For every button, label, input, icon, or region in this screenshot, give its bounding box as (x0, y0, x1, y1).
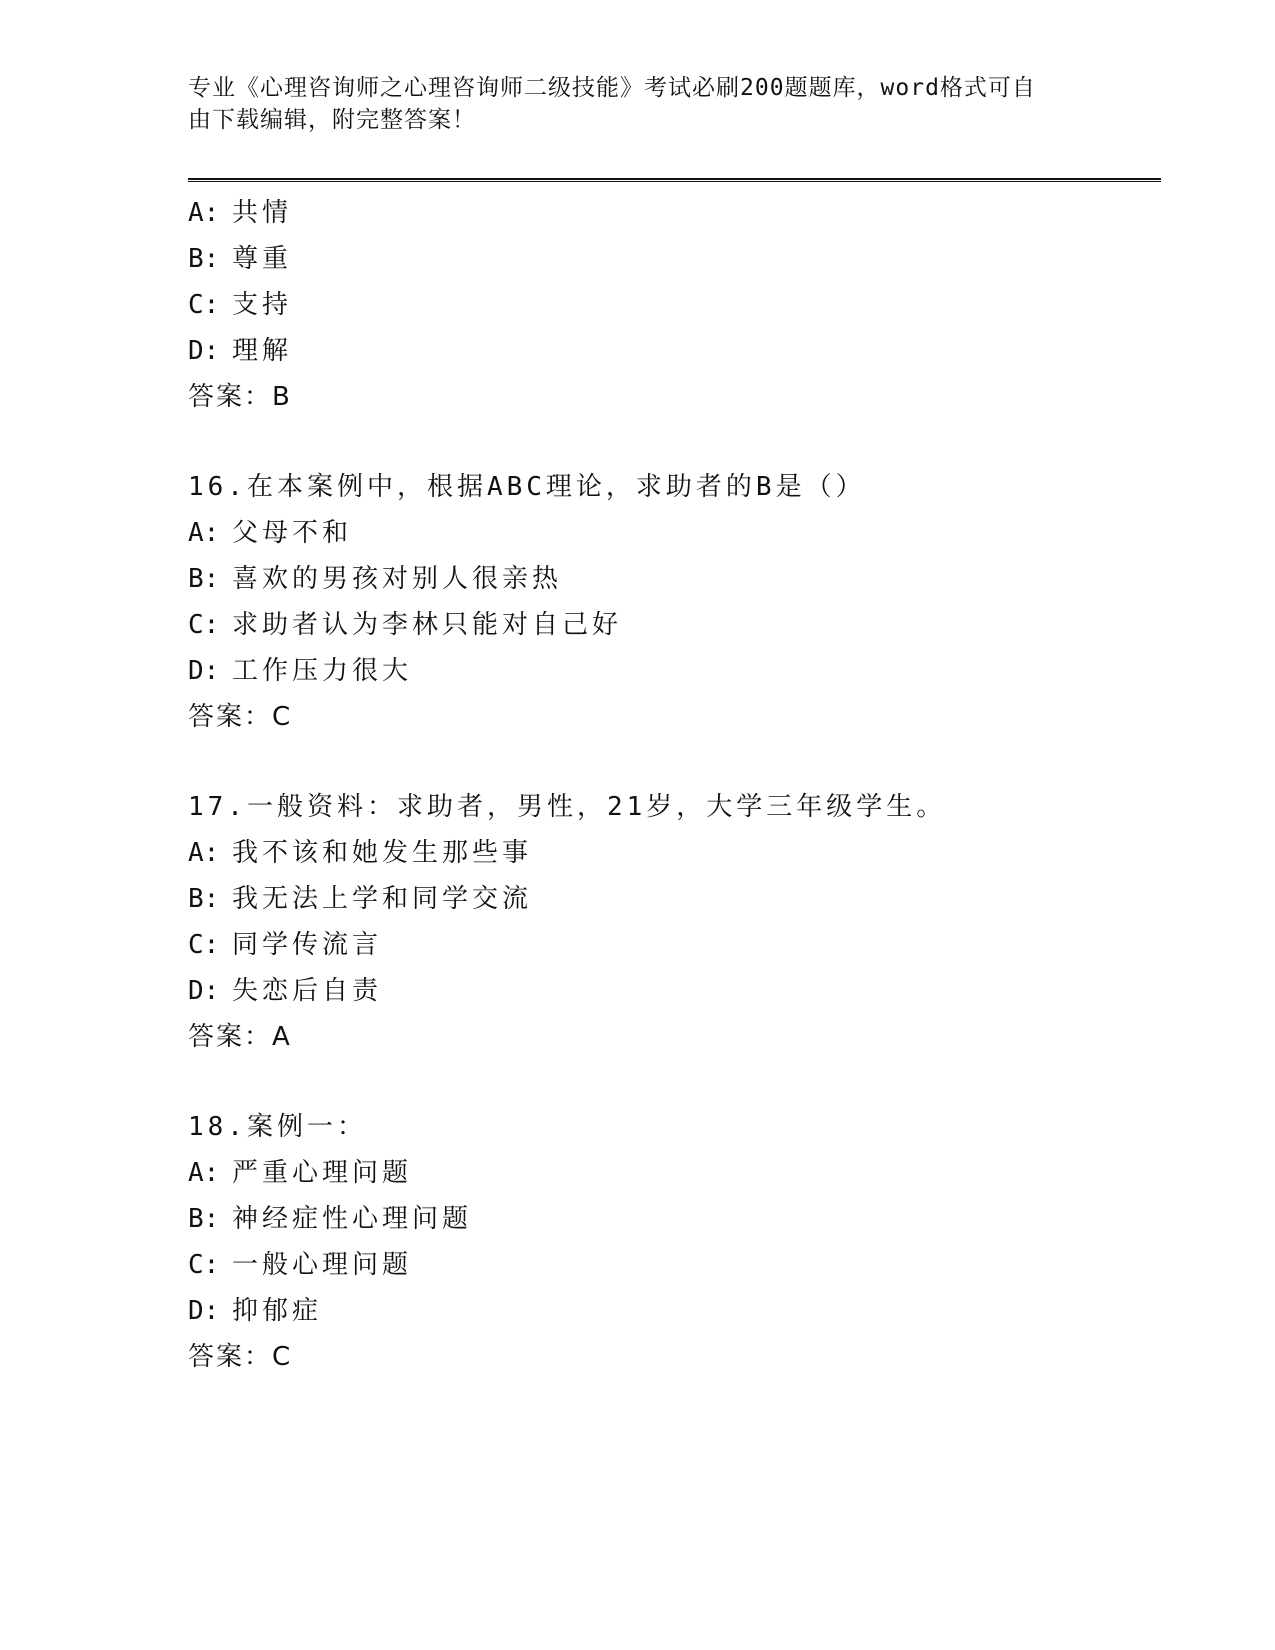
option-a (188, 510, 1148, 556)
header-line-2: 由下载编辑，附完整答案！ (188, 107, 476, 133)
option-label: C: (188, 290, 220, 320)
option-text: 神经症性心理问题 (232, 1204, 473, 1234)
page-header (188, 72, 1068, 136)
option-text: 同学传流言 (232, 930, 383, 960)
option-label: C: (188, 610, 220, 640)
option-c (188, 922, 1148, 968)
option-label: D: (188, 1296, 220, 1326)
option-text: 理解 (232, 336, 293, 366)
question-block (188, 784, 1148, 1060)
option-text: 求助者认为李林只能对自己好 (232, 610, 623, 640)
option-label: A: (188, 1158, 220, 1188)
option-b (188, 556, 1148, 602)
option-text: 失恋后自责 (232, 976, 383, 1006)
option-label: A: (188, 198, 220, 228)
option-c (188, 282, 1148, 328)
option-d (188, 648, 1148, 694)
option-label: C: (188, 930, 220, 960)
option-d (188, 328, 1148, 374)
option-c (188, 602, 1148, 648)
option-text: 抑郁症 (232, 1296, 323, 1326)
option-text: 一般心理问题 (232, 1250, 413, 1280)
option-text: 共情 (232, 198, 293, 228)
option-label: B: (188, 244, 220, 274)
option-text: 严重心理问题 (232, 1158, 413, 1188)
option-label: D: (188, 656, 220, 686)
option-a (188, 830, 1148, 876)
option-label: B: (188, 564, 220, 594)
option-text: 我不该和她发生那些事 (232, 838, 533, 868)
option-label: B: (188, 1204, 220, 1234)
option-label: B: (188, 884, 220, 914)
question-block (188, 1104, 1148, 1380)
answer-line: 答案：C (188, 1342, 293, 1372)
option-label: D: (188, 336, 220, 366)
option-text: 尊重 (232, 244, 293, 274)
question-list (188, 190, 1148, 1380)
question-block (188, 464, 1148, 740)
option-label: C: (188, 1250, 220, 1280)
option-text: 支持 (232, 290, 293, 320)
question-text: 17.一般资料：求助者，男性，21岁，大学三年级学生。 (188, 792, 947, 822)
option-b (188, 236, 1148, 282)
option-b (188, 1196, 1148, 1242)
option-b (188, 876, 1148, 922)
question-text: 16.在本案例中，根据ABC理论，求助者的B是（） (188, 472, 866, 502)
header-line-1: 专业《心理咨询师之心理咨询师二级技能》考试必刷200题题库，word格式可自 (188, 75, 1036, 101)
header-divider (188, 178, 1161, 182)
option-d (188, 1288, 1148, 1334)
option-a (188, 190, 1148, 236)
option-text: 我无法上学和同学交流 (232, 884, 533, 914)
question-text: 18.案例一： (188, 1112, 367, 1142)
option-c (188, 1242, 1148, 1288)
option-label: A: (188, 838, 220, 868)
option-label: D: (188, 976, 220, 1006)
option-text: 喜欢的男孩对别人很亲热 (232, 564, 563, 594)
option-d (188, 968, 1148, 1014)
option-text: 父母不和 (232, 518, 353, 548)
option-a (188, 1150, 1148, 1196)
answer-line: 答案：A (188, 1022, 292, 1052)
question-block (188, 190, 1148, 420)
answer-line: 答案：B (188, 382, 292, 412)
answer-line: 答案：C (188, 702, 293, 732)
option-text: 工作压力很大 (232, 656, 413, 686)
option-label: A: (188, 518, 220, 548)
